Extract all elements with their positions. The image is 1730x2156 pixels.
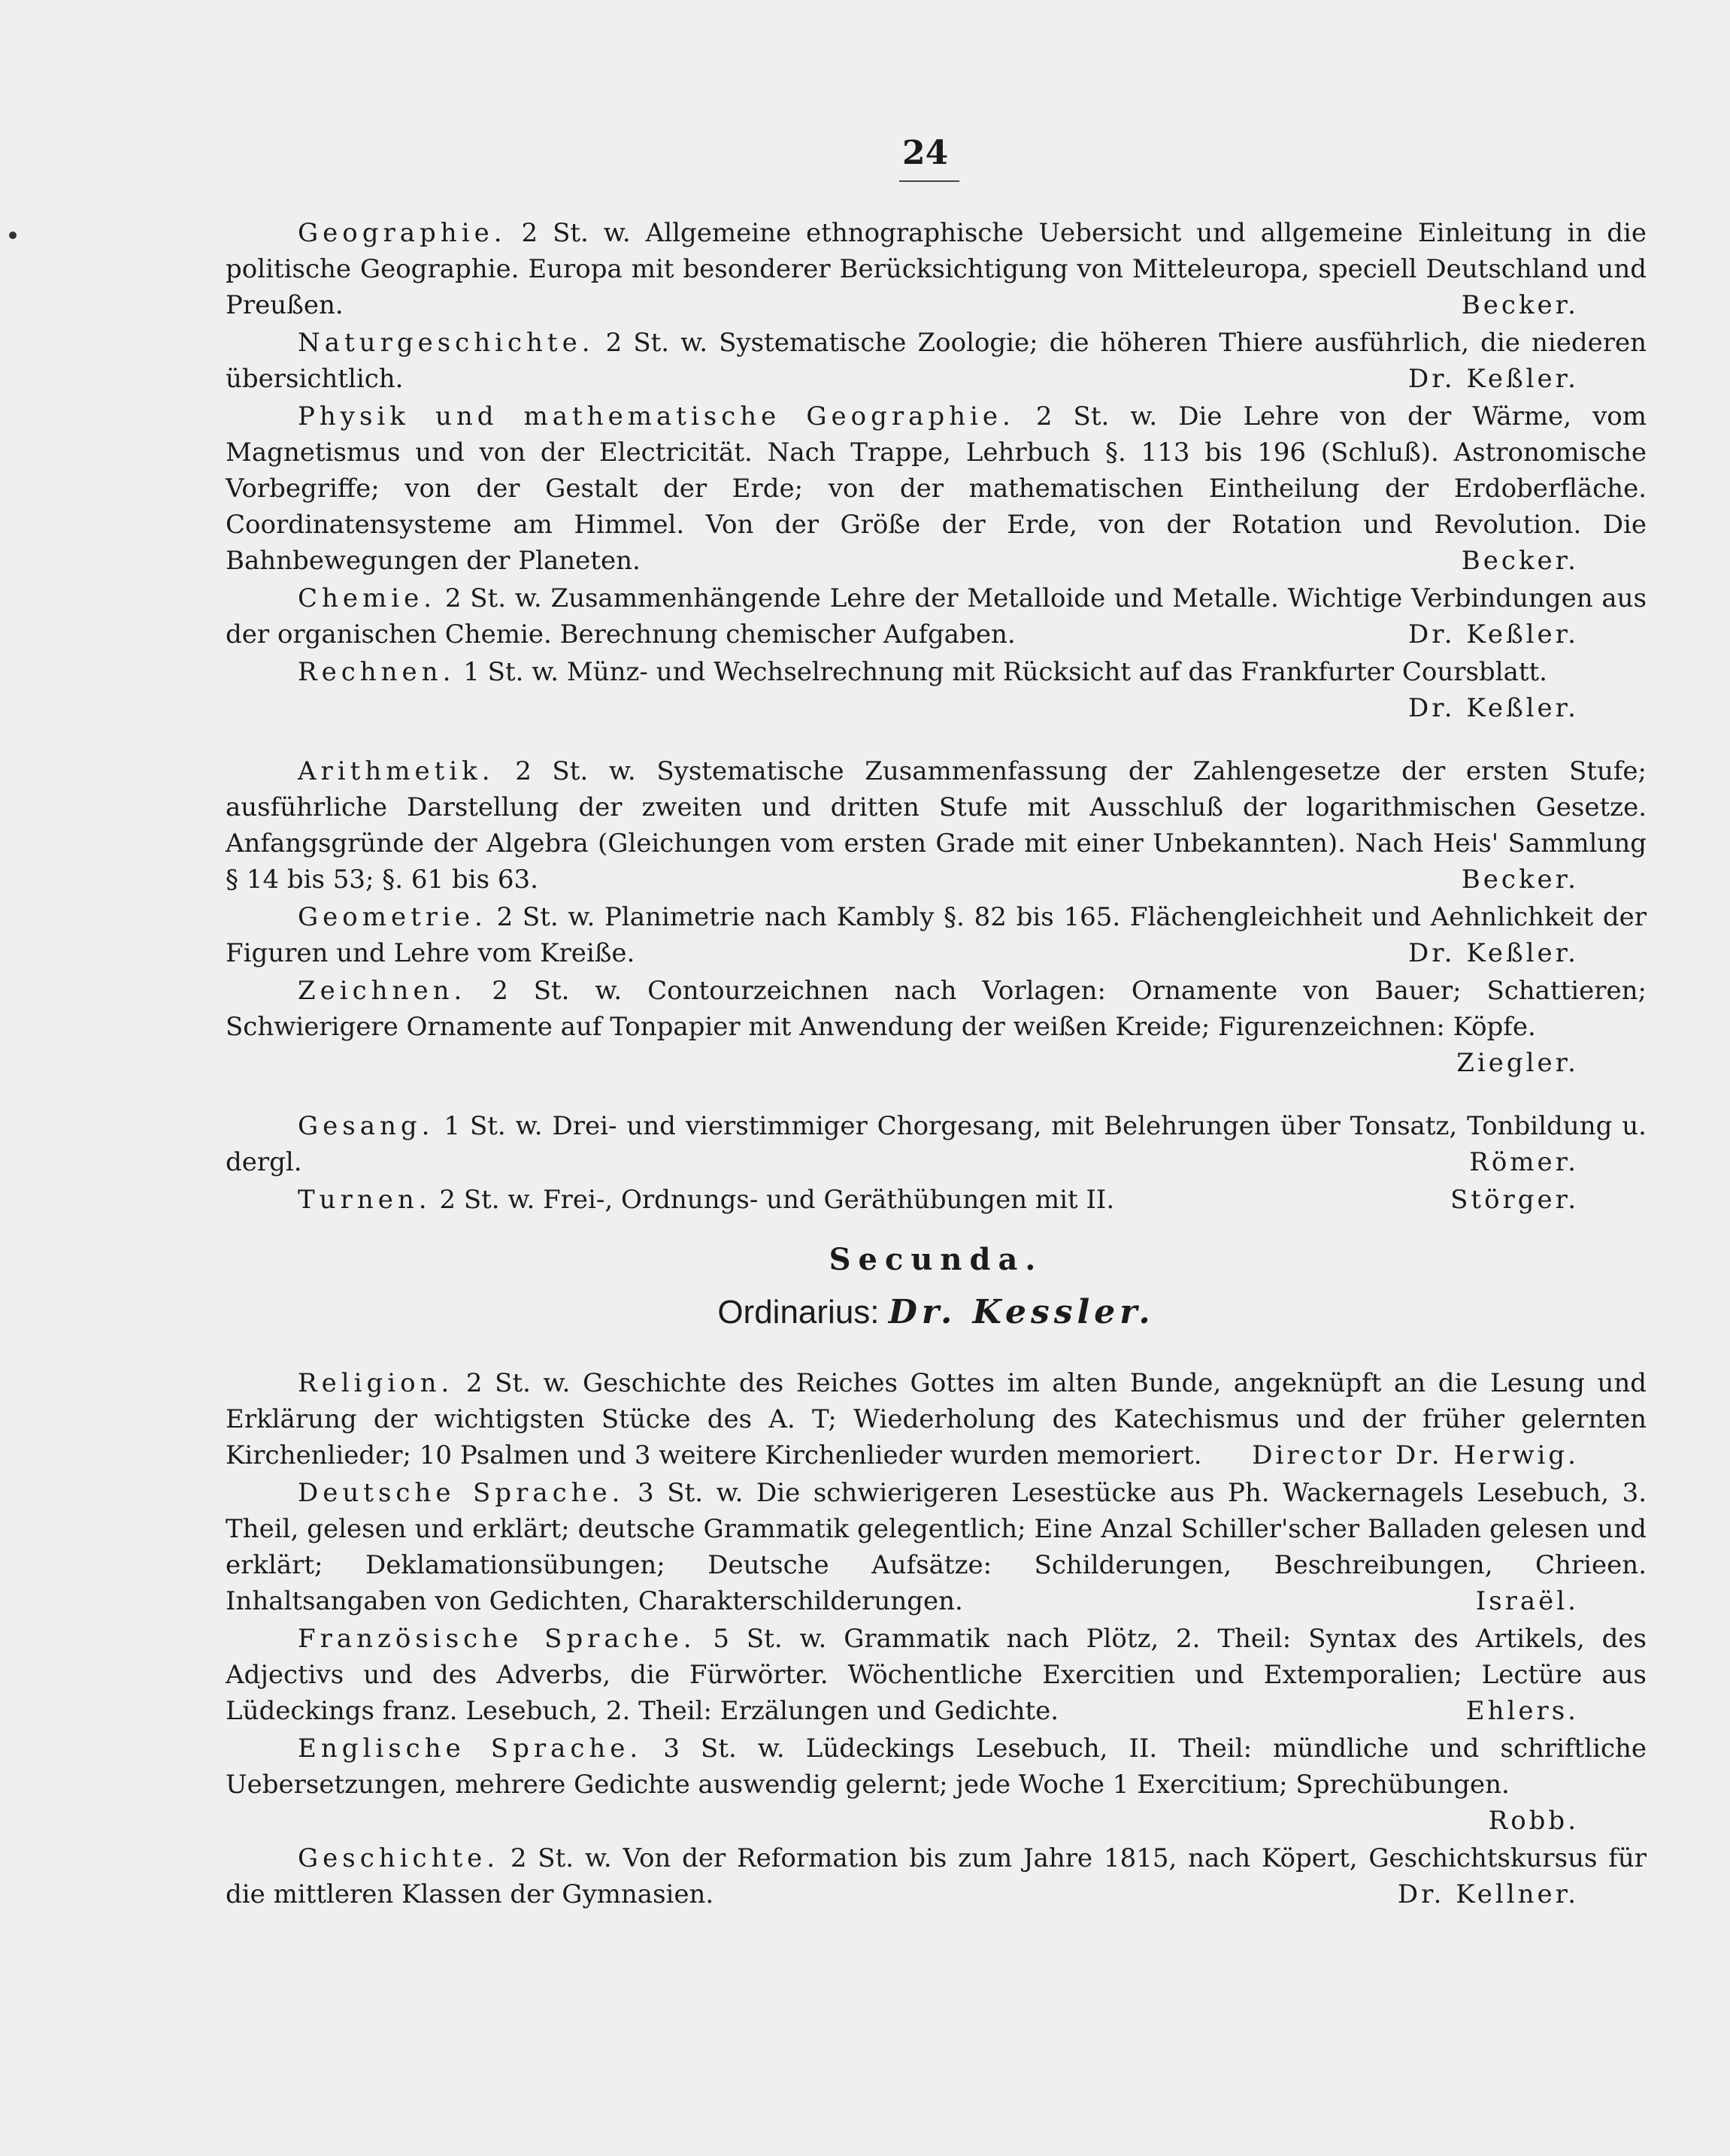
entry-text bbox=[226, 654, 1647, 723]
ordinarius-label: Ordinarius: bbox=[717, 1294, 880, 1331]
entry-text bbox=[226, 1621, 1647, 1729]
entry-teacher: Becker. bbox=[1461, 546, 1579, 576]
entry-hours: 1 St. w. bbox=[444, 1111, 543, 1141]
entry-hours: 3 St. w. bbox=[638, 1478, 744, 1508]
curriculum-entry bbox=[226, 1182, 1647, 1218]
section-title: Secunda. bbox=[829, 1242, 1044, 1277]
entry-description: Münz- und Wechselrechnung mit Rücksicht auf das Frankfurter Coursblatt. bbox=[566, 657, 1547, 687]
entry-subject: Rechnen. bbox=[298, 657, 456, 687]
entry-text bbox=[226, 215, 1647, 323]
entry-description: Systematische Zusammenfassung der Zahlengesetze der ersten Stufe; ausführliche Darstellung der zweiten und dritten Stufe mit Ausschluß der logarithmischen Gesetze. Anfangsgründe der Algebra (Gleichungen vom ersten Grade mit einer Unbekannten). Nach Heis' Sammlung § 14 bis 53; §. 61 bis 63. bbox=[226, 756, 1647, 895]
entry-teacher: Römer. bbox=[1469, 1147, 1579, 1177]
entry-teacher: Störger. bbox=[1450, 1185, 1579, 1215]
entry-teacher: Becker. bbox=[1461, 865, 1579, 895]
margin-speck bbox=[9, 232, 17, 239]
entry-hours: 2 St. w. bbox=[496, 902, 595, 932]
entry-subject: Physik und mathematische Geographie. bbox=[298, 401, 1015, 432]
entry-subject: Religion. bbox=[298, 1368, 454, 1398]
entry-description: Drei- und vierstimmiger Chorgesang, mit Belehrungen über Tonsatz, Tonbildung u. dergl. bbox=[226, 1111, 1647, 1177]
entry-text bbox=[226, 1731, 1647, 1836]
entry-description: Geschichte des Reiches Gottes im alten Bunde, angeknüpft an die Lesung und Erklärung der wichtigsten Stücke des A. T; Wiederholung des Katechismus und der früher gelernten Kirchenlieder; 10 Psalmen und 3 weitere Kirchenlieder wurden memoriert. bbox=[226, 1368, 1647, 1470]
entry-subject: Französische Sprache. bbox=[298, 1624, 696, 1654]
entry-subject: Naturgeschichte. bbox=[298, 328, 595, 358]
entry-subject: Deutsche Sprache. bbox=[298, 1478, 625, 1508]
entry-hours: 2 St. w. bbox=[492, 976, 623, 1006]
entry-teacher: Robb. bbox=[1488, 1806, 1579, 1836]
entry-hours: 2 St. w. bbox=[1035, 401, 1158, 432]
entry-description: Allgemeine ethnographische Uebersicht und allgemeine Einleitung in die politische Geographie. Europa mit besonderer Berücksichtigung von Mitteleuropa, speciell Deutschland und Preußen. bbox=[226, 218, 1647, 320]
entry-text bbox=[226, 753, 1647, 898]
curriculum-entry bbox=[226, 1475, 1647, 1619]
ordinarius-line bbox=[226, 1282, 1647, 1343]
entry-hours: 2 St. w. bbox=[444, 583, 542, 613]
entry-text bbox=[226, 1475, 1647, 1619]
entry-description: Zusammenhängende Lehre der Metalloide und Metalle. Wichtige Verbindungen aus der organischen Chemie. Berechnung chemischer Aufgaben. bbox=[226, 583, 1647, 650]
page-number: 24 bbox=[902, 134, 949, 172]
entry-teacher: Dr. Keßler. bbox=[1407, 364, 1579, 394]
curriculum-entry bbox=[226, 215, 1647, 323]
entry-hours: 1 St. w. bbox=[463, 657, 559, 687]
spacer bbox=[226, 728, 1647, 753]
spacer bbox=[226, 1083, 1647, 1108]
entry-description: Grammatik nach Plötz, 2. Theil: Syntax des Artikels, des Adjectivs und des Adverbs, die Fürwörter. Wöchentliche Exercitien und Extemporalien; Lectüre aus Lüdeckings franz. Lesebuch, 2. Theil: Erzälungen und Gedichte. bbox=[226, 1624, 1647, 1726]
entry-subject: Geschichte. bbox=[298, 1843, 500, 1873]
entry-subject: Turnen. bbox=[298, 1185, 432, 1215]
entry-description: Lüdeckings Lesebuch, II. Theil: mündliche und schriftliche Uebersetzungen, mehrere Gedichte auswendig gelernt; jede Woche 1 Exercitium; Sprechübungen. bbox=[226, 1734, 1647, 1800]
entry-description: Die Lehre von der Wärme, vom Magnetismus und von der Electricität. Nach Trappe, Lehrbuch §. 113 bis 196 (Schluß). Astronomische Vorbegriffe; von der Gestalt der Erde; von der mathematischen Eintheilung der Erdoberfläche. Coordinatensysteme am Himmel. Von der Größe der Erde, von der Rotation und Revolution. Die Bahnbewegungen der Planeten. bbox=[226, 401, 1647, 576]
entry-teacher: Dr. Keßler. bbox=[1407, 693, 1579, 723]
entry-description: Planimetrie nach Kambly §. 82 bis 165. Flächengleichheit und Aehnlichkeit der Figuren und Lehre vom Kreiße. bbox=[226, 902, 1647, 968]
entry-hours: 2 St. w. bbox=[515, 756, 636, 786]
curriculum-entry bbox=[226, 325, 1647, 397]
entry-hours: 2 St. w. bbox=[521, 218, 631, 248]
entry-hours: 5 St. w. bbox=[713, 1624, 827, 1654]
entry-subject: Gesang. bbox=[298, 1111, 435, 1141]
entry-subject: Arithmetik. bbox=[298, 756, 495, 786]
curriculum-entry bbox=[226, 1108, 1647, 1180]
secunda-entries bbox=[226, 1365, 1647, 1912]
entry-text bbox=[226, 899, 1647, 971]
entry-description: Die schwierigeren Lesestücke aus Ph. Wackernagels Lesebuch, 3. Theil, gelesen und erklärt; deutsche Grammatik gelegentlich; Eine Anzal Schiller'scher Balladen gelesen und erklärt; Deklamationsübungen; Deutsche Aufsätze: Schilderungen, Beschreibungen, Chrieen. Inhaltsangaben von Gedichten, Charakterschilderungen. bbox=[226, 1478, 1647, 1616]
entry-hours: 3 St. w. bbox=[663, 1734, 785, 1764]
entry-teacher: Ziegler. bbox=[1456, 1048, 1579, 1078]
entry-subject: Geographie. bbox=[298, 218, 507, 248]
entry-hours: 2 St. w. bbox=[605, 328, 708, 358]
entry-text bbox=[226, 580, 1647, 653]
entry-description: Frei-, Ordnungs- und Geräthübungen mit II. bbox=[543, 1185, 1115, 1215]
entry-text bbox=[226, 398, 1647, 579]
curriculum-entry bbox=[226, 398, 1647, 579]
entry-teacher: Dr. Kellner. bbox=[1397, 1879, 1579, 1909]
curriculum-entry bbox=[226, 973, 1647, 1081]
entry-hours: 2 St. w. bbox=[465, 1368, 571, 1398]
entry-text bbox=[226, 1108, 1647, 1180]
entry-description: Contourzeichnen nach Vorlagen: Ornamente von Bauer; Schattieren; Schwierigere Ornamente auf Tonpapier mit Anwendung der weißen Kreide; Figurenzeichnen: Köpfe. bbox=[226, 976, 1647, 1042]
curriculum-entry bbox=[226, 1365, 1647, 1473]
curriculum-entry bbox=[226, 1621, 1647, 1729]
entry-teacher: Becker. bbox=[1461, 290, 1579, 320]
entry-subject: Geometrie. bbox=[298, 902, 487, 932]
entry-text bbox=[226, 973, 1647, 1078]
entry-text bbox=[226, 1365, 1647, 1473]
entry-teacher: Ehlers. bbox=[1465, 1696, 1579, 1726]
entry-subject: Englische Sprache. bbox=[298, 1734, 643, 1764]
secunda-curriculum bbox=[226, 1237, 1647, 1912]
entry-teacher: Dr. Keßler. bbox=[1407, 619, 1579, 650]
curriculum-entry bbox=[226, 654, 1647, 726]
entry-hours: 2 St. w. bbox=[439, 1185, 535, 1215]
entry-hours: 2 St. w. bbox=[510, 1843, 612, 1873]
ordinarius-name: Dr. Kessler. bbox=[888, 1293, 1155, 1331]
entry-text bbox=[226, 1182, 1647, 1218]
entry-subject: Chemie. bbox=[298, 583, 437, 613]
entry-teacher: Dr. Keßler. bbox=[1407, 938, 1579, 968]
entry-teacher: Director Dr. Herwig. bbox=[1252, 1440, 1579, 1470]
entry-description: Von der Reformation bis zum Jahre 1815, nach Köpert, Geschichtskursus für die mittleren Klassen der Gymnasien. bbox=[226, 1843, 1647, 1909]
curriculum-entry bbox=[226, 1840, 1647, 1912]
entry-subject: Zeichnen. bbox=[298, 976, 467, 1006]
entry-text bbox=[226, 1840, 1647, 1912]
curriculum-entry bbox=[226, 753, 1647, 898]
prima-curriculum bbox=[226, 215, 1647, 1218]
entry-text bbox=[226, 325, 1647, 397]
page-number-rule bbox=[899, 180, 959, 182]
page-body bbox=[226, 215, 1647, 1914]
curriculum-entry bbox=[226, 899, 1647, 971]
curriculum-entry bbox=[226, 1731, 1647, 1839]
entry-teacher: Israël. bbox=[1475, 1586, 1579, 1616]
entry-description: Systematische Zoologie; die höheren Thiere ausführlich, die niederen übersichtlich. bbox=[226, 328, 1647, 394]
curriculum-entry bbox=[226, 580, 1647, 653]
